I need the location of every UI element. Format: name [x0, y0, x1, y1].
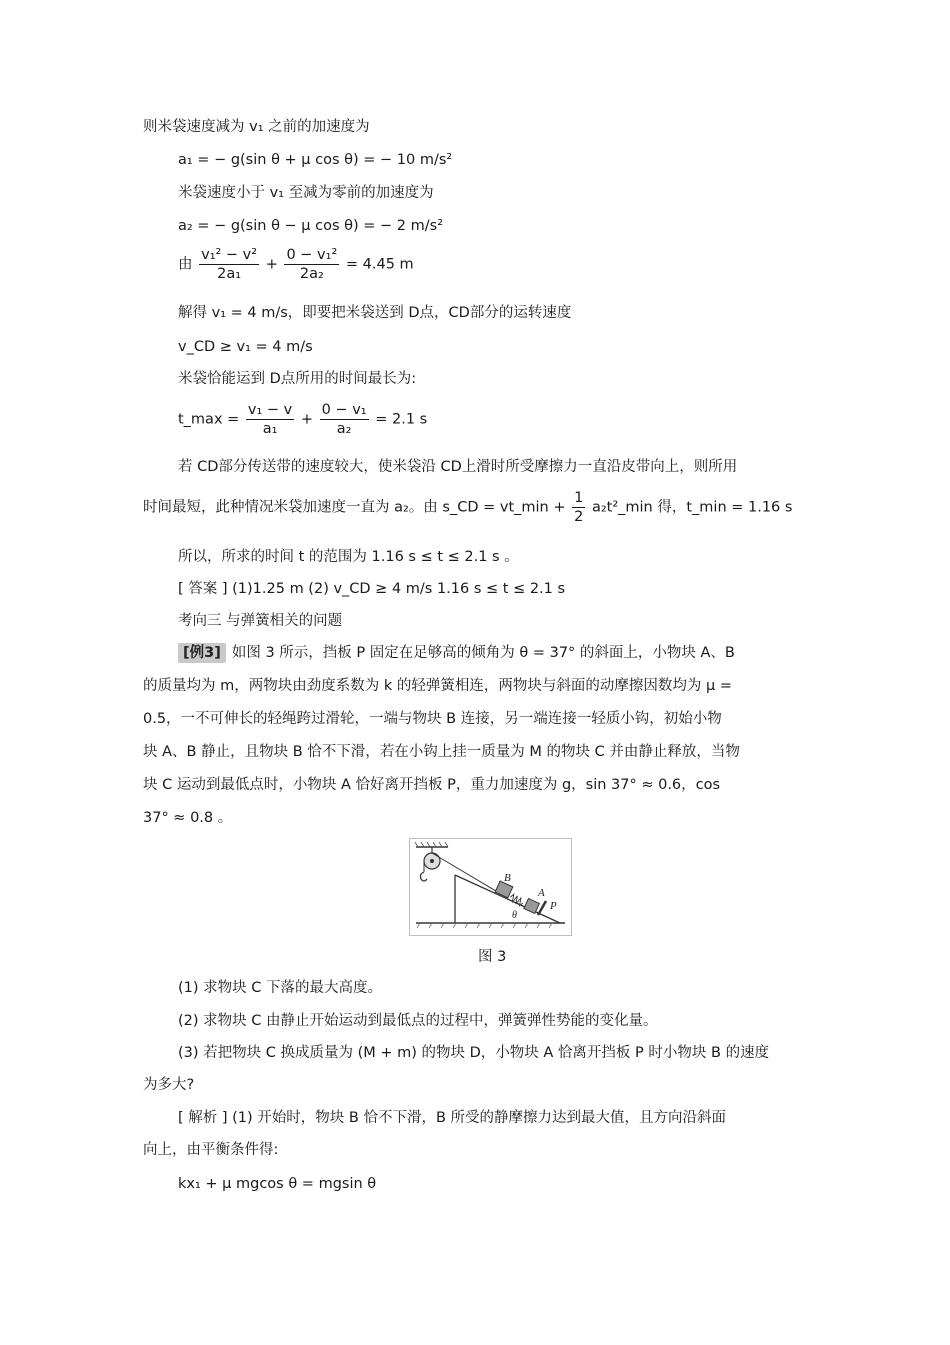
- fraction-denominator: 2a₁: [217, 266, 242, 282]
- equation-a2: a₂ = − g(sin θ − μ cos θ) = − 2 m/s²: [178, 218, 444, 234]
- question-2: (2) 求物块 C 由静止开始运动到最低点的过程中，弹簧弹性势能的变化量。: [178, 1013, 658, 1029]
- example-tag: [例3]: [178, 643, 226, 663]
- answer-line: [ 答案 ] (1)1.25 m (2) v_CD ≥ 4 m/s 1.16 s ≤ t ≤ 2.1 s: [178, 581, 566, 597]
- section-heading: 考向三 与弹簧相关的问题: [178, 613, 343, 629]
- figure-incline: [409, 838, 572, 936]
- example-text: 如图 3 所示，挡板 P 固定在足够高的倾角为 θ = 37° 的斜面上，小物块 A、B: [231, 645, 735, 661]
- fraction: [199, 246, 259, 283]
- analysis-line: 向上，由平衡条件得:: [143, 1142, 279, 1158]
- fraction: [320, 401, 369, 438]
- fraction-numerator: 0 − v₁: [321, 402, 367, 418]
- fraction-numerator: v₁² − v²: [201, 247, 258, 263]
- fraction-numerator: 0 − v₁²: [286, 247, 338, 263]
- analysis-line: [ 解析 ] (1) 开始时，物块 B 恰不下滑，B 所受的静摩擦力达到最大值，且方向沿斜面: [178, 1110, 727, 1126]
- fraction-half: [572, 489, 585, 526]
- example-first-line: [178, 643, 735, 663]
- eq-result: = 2.1 s: [375, 411, 428, 428]
- text-line: 米袋速度小于 v₁ 至减为零前的加速度为: [178, 185, 434, 201]
- text-line: 解得 v₁ = 4 m/s，即要把米袋送到 D点，CD部分的运转速度: [178, 305, 572, 321]
- text-line: 若 CD部分传送带的速度较大，使米袋沿 CD上滑时所受摩擦力一直沿皮带向上，则所用: [178, 459, 738, 475]
- question-3-cont: 为多大?: [143, 1077, 195, 1093]
- equation-a1: a₁ = − g(sin θ + μ cos θ) = − 10 m/s²: [178, 152, 453, 168]
- fraction: [246, 401, 294, 438]
- fraction-numerator: 1: [574, 490, 584, 506]
- label-b: B: [504, 872, 511, 884]
- incline-diagram: [410, 839, 571, 935]
- fraction-numerator: v₁ − v: [247, 402, 293, 418]
- equation-vcd: v_CD ≥ v₁ = 4 m/s: [178, 339, 313, 355]
- example-text: 37° ≈ 0.8 。: [143, 810, 233, 826]
- example-text: 0.5，一不可伸长的轻绳跨过滑轮，一端与物块 B 连接，另一端连接一轻质小钩，初始小物: [143, 711, 722, 727]
- fraction-denominator: a₂: [336, 421, 352, 437]
- example-text: 块 C 运动到最低点时，小物块 A 恰好离开挡板 P，重力加速度为 g，sin 37° ≈ 0.6，cos: [143, 777, 721, 793]
- equation-tmax: [178, 401, 427, 438]
- text-line: 米袋恰能运到 D点所用的时间最长为:: [178, 371, 417, 387]
- label-theta: θ: [512, 910, 517, 921]
- eq-text: 时间最短，此种情况米袋加速度一直为 a₂。由 s_CD = vt_min +: [143, 499, 566, 516]
- fraction-denominator: a₁: [262, 421, 278, 437]
- eq-result: = 4.45 m: [345, 256, 414, 273]
- equation-distance: [178, 246, 414, 283]
- question-3: (3) 若把物块 C 换成质量为 (M + m) 的物块 D，小物块 A 恰离开挡板 P 时小物块 B 的速度: [178, 1045, 770, 1061]
- text-line: 所以，所求的时间 t 的范围为 1.16 s ≤ t ≤ 2.1 s 。: [178, 549, 519, 565]
- eq-lhs: t_max =: [178, 411, 240, 428]
- analysis-equation: kx₁ + μ mgcos θ = mgsin θ: [178, 1176, 377, 1192]
- eq-text: a₂t²_min 得，t_min = 1.16 s: [591, 499, 793, 516]
- hook-icon: [420, 872, 427, 881]
- fraction-denominator: 2: [574, 509, 584, 525]
- equation-tmin: [143, 489, 792, 526]
- eq-operator: +: [300, 411, 314, 428]
- fraction-denominator: 2a₂: [299, 266, 324, 282]
- block-a: [524, 898, 539, 913]
- label-a: A: [538, 887, 545, 899]
- example-text: 的质量均为 m，两物块由劲度系数为 k 的轻弹簧相连，两物块与斜面的动摩擦因数均为 μ =: [143, 678, 732, 694]
- text-line: 则米袋速度减为 v₁ 之前的加速度为: [143, 119, 370, 135]
- label-p: P: [550, 900, 557, 912]
- fraction: [284, 246, 339, 283]
- eq-prefix: 由: [178, 256, 193, 273]
- figure-caption: 图 3: [478, 949, 507, 965]
- example-text: 块 A、B 静止，且物块 B 恰不下滑，若在小钩上挂一质量为 M 的物块 C 并由静止释放，当物: [143, 744, 740, 760]
- question-1: (1) 求物块 C 下落的最大高度。: [178, 980, 382, 996]
- eq-operator: +: [265, 256, 278, 273]
